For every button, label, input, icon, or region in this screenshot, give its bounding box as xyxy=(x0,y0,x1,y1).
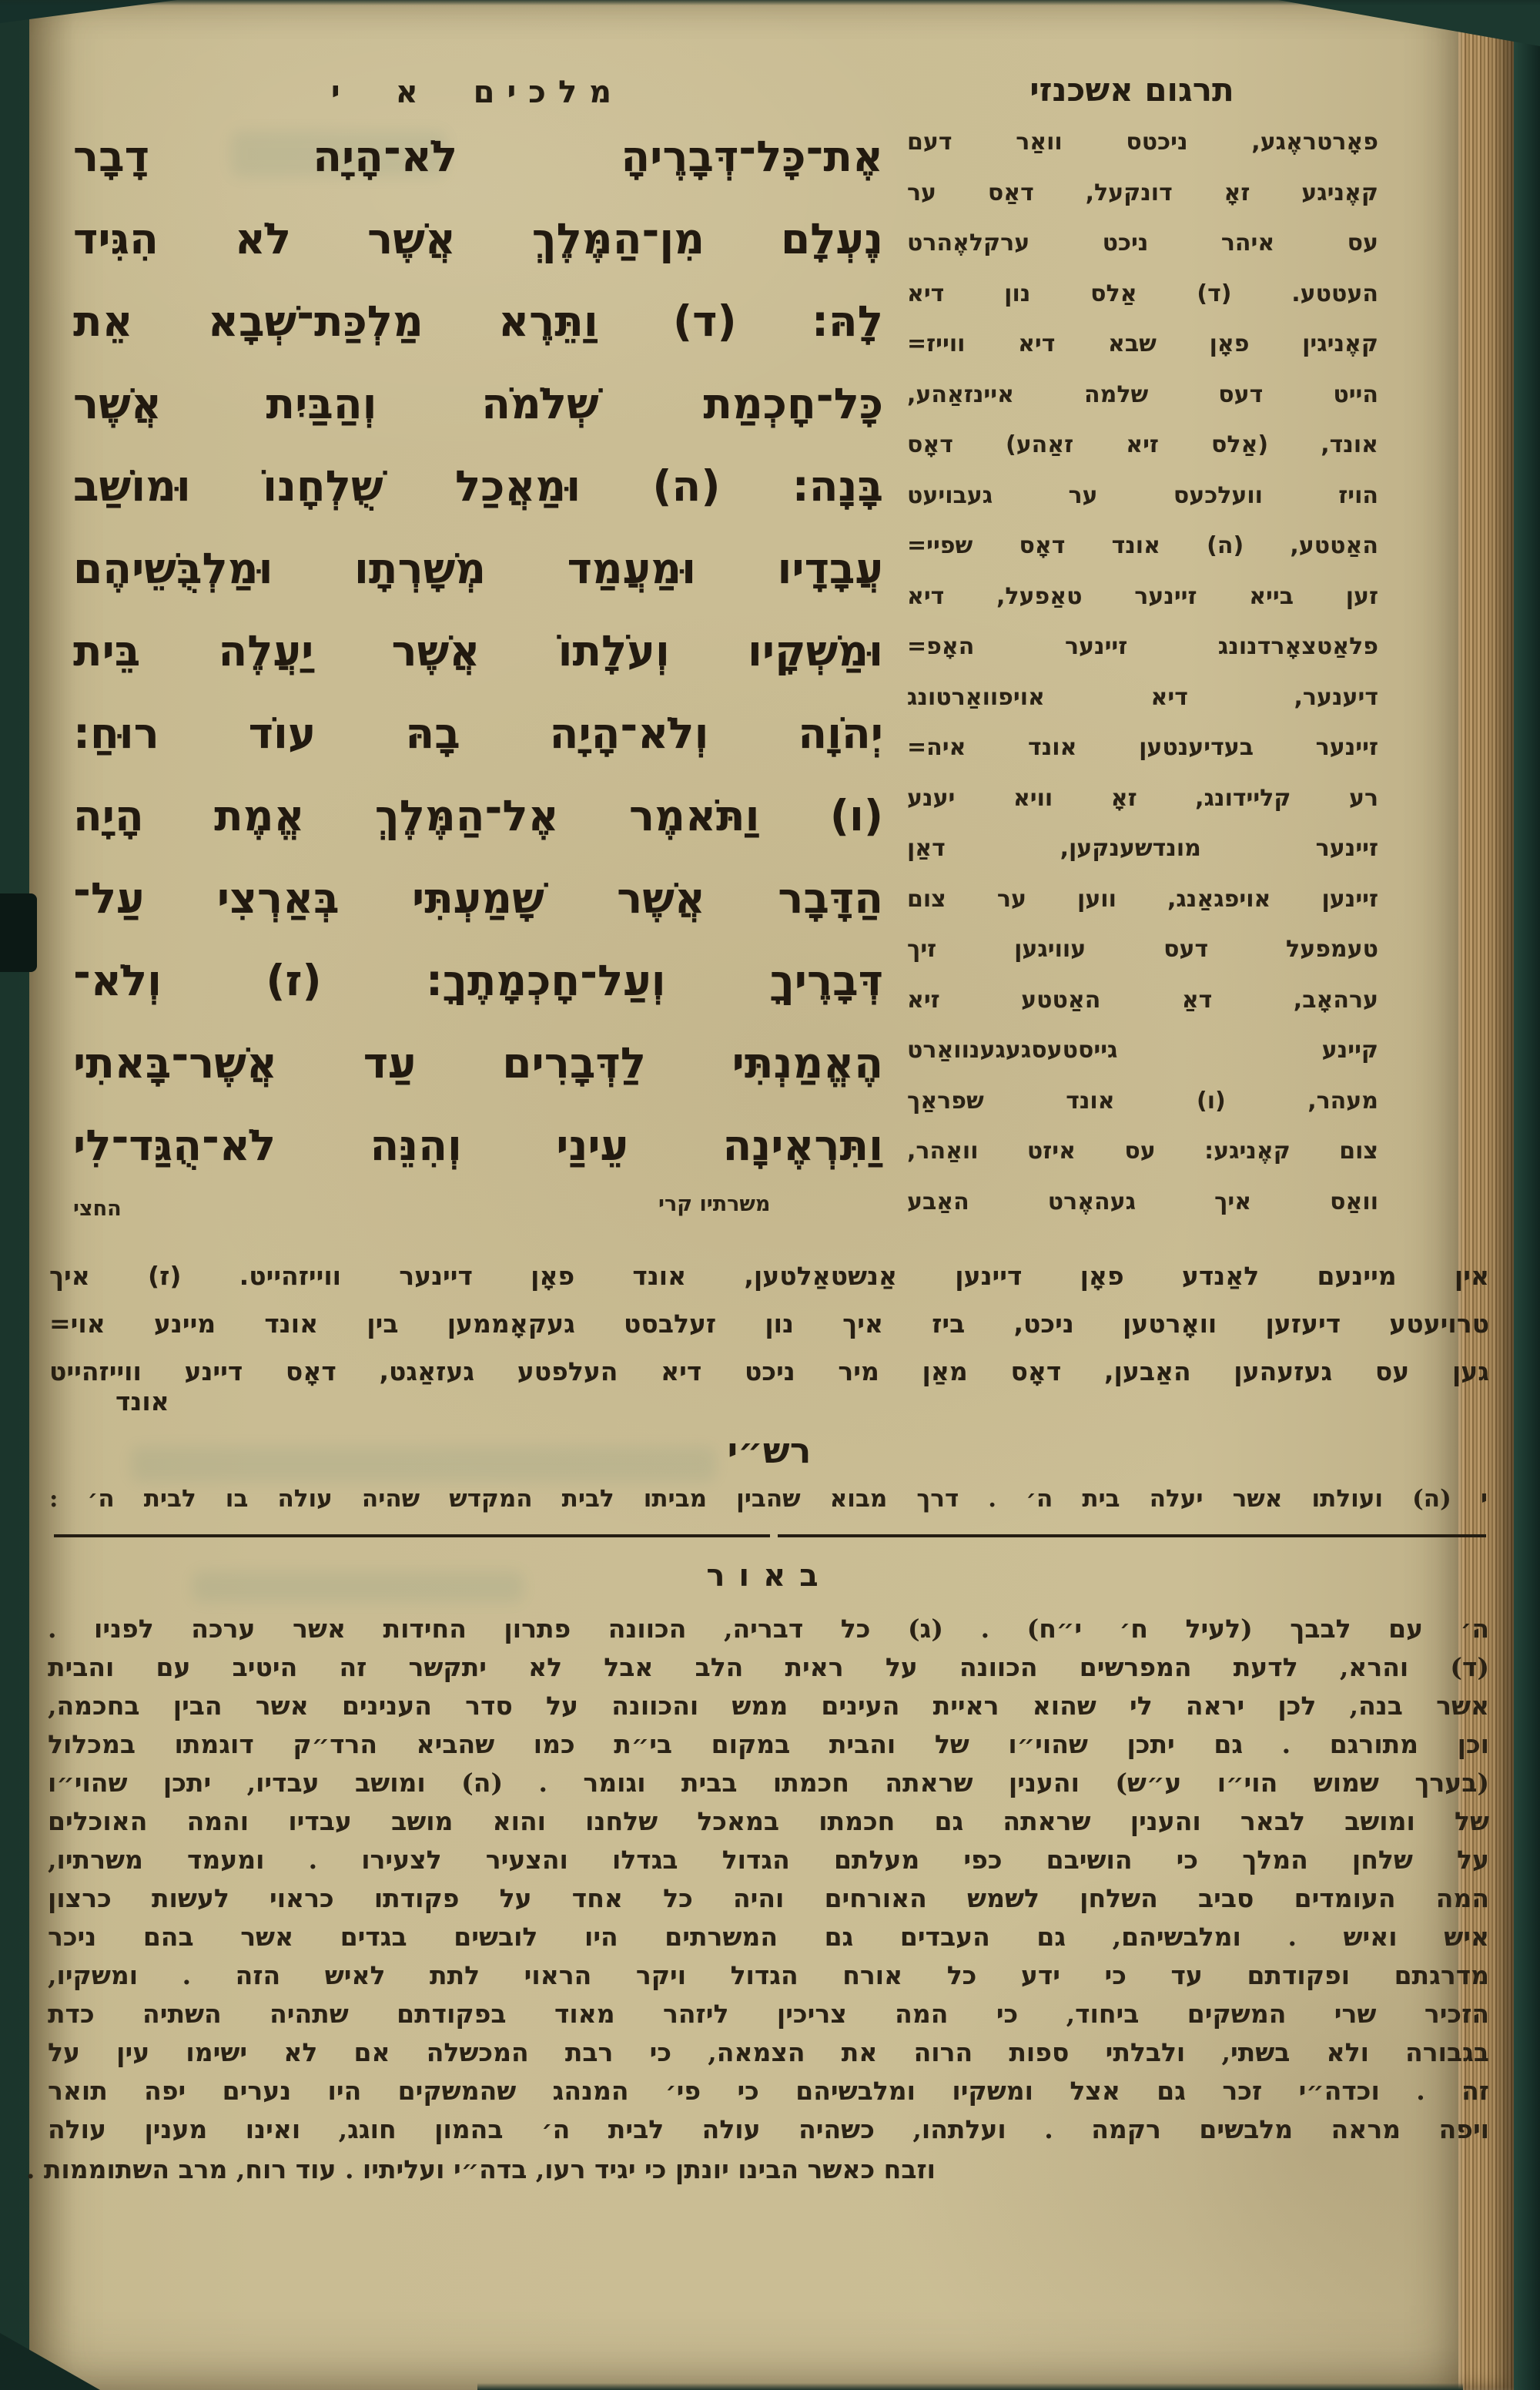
targum-continuation xyxy=(49,1252,1489,1396)
book-cover-right xyxy=(1514,0,1540,2390)
text-line: העטטע. (ד) אַלס נון דיא xyxy=(907,280,1378,307)
text-line: רע קליידונג, זאָ וויא יענע xyxy=(907,784,1378,812)
text-line: פאָרטראֶגע, ניכטס וואַר דעם xyxy=(907,129,1378,156)
text-line: וַתִּרְאֶינָה עֵינַי וְהִנֵּה לֹא־הֻגַּד־לִי xyxy=(73,1121,883,1170)
text-line: על שלחן המלך כי הושיבם כפי מעלתם הגדול בגדלו והצעיר לצעירו . ומעמד משרתיו, xyxy=(48,1845,1489,1875)
text-line: דיענער, דיא אויפוואַרטונג xyxy=(907,683,1378,711)
text-line: הַדָּבָר אֲשֶׁר שָׁמַעְתִּי בְּאַרְצִי עַל־ xyxy=(73,873,883,923)
page-header-targum-title: תרגום אשכנזי xyxy=(1029,71,1234,109)
text-line: בָּנָה: (ה) וּמַאֲכַל שֻׁלְחָנוֹ וּמוֹשַׁב xyxy=(73,461,883,511)
text-line: ה׳ עם לבבך (לעיל ח׳ י״ח) . (ג) כל דבריה, הכוונה פתרון החידות אשר ערכה לפניו . xyxy=(48,1614,1489,1644)
text-line: גען עס געזעהען האַבען, דאָס מאַן מיר ניכט דיא העלפטע געזאַגט, דאָס דיינע ווייזהייט xyxy=(49,1356,1489,1386)
text-line: וּמַשְׁקָיו וְעֹלָתוֹ אֲשֶׁר יַעֲלֶה בֵּית xyxy=(73,626,883,675)
biur-last-line: וזבח כאשר הבינו יונתן כי יגיד רעו, בדה״י ועליתיו . עוד רוח, מרב השתוממות . xyxy=(25,2154,936,2184)
text-line: נֶעְלָם מִן־הַמֶּלֶךְ אֲשֶׁר לֹא הִגִּיד xyxy=(73,214,883,263)
text-line: האַטטע, (ה) אונד דאָס שפיי= xyxy=(907,532,1378,559)
text-line: הזכיר שרי המשקים ביחוד, כי המה צריכין ליזהר מאוד בפקודתם שתהיה השתיה כדת xyxy=(48,1999,1489,2029)
bible-text-block xyxy=(73,116,883,1187)
targum-column xyxy=(907,117,1378,1227)
text-line: של ומושב לבאר והענין שראתה גם חכמתו במאכל שלחנו והוא מושב עבדיו והמה האוכלים xyxy=(48,1806,1489,1836)
binding-tab xyxy=(0,893,37,972)
text-line: הֶאֱמַנְתִּי לַדְּבָרִים עַד אֲשֶׁר־בָּאתִי xyxy=(73,1038,883,1088)
text-line: טרויעטע דיעזען וואָרטען ניכט, ביז איך נון זעלבסט געקאָממען בין אונד מיינע אוי= xyxy=(49,1309,1489,1339)
text-line: (ד) והרא, לדעת המפרשים הכוונה על ראית הלב אבל לא יתקשר זה היטיב עם והבית xyxy=(48,1652,1489,1682)
section-divider-rule xyxy=(54,1534,770,1537)
biur-section-title: באור xyxy=(706,1557,832,1594)
text-line: צום קאֶניגע: עס איזט וואַהר, xyxy=(907,1138,1378,1165)
text-line: קאֶניגע זאָ דונקעל, דאַס ער xyxy=(907,179,1378,206)
text-line: כָּל־חָכְמַת שְׁלֹמֹה וְהַבַּיִת אֲשֶׁר xyxy=(73,379,883,428)
text-line: ויפה מראה מלבשים רקמה . ועלתהו, כשהיה עולה לבית ה׳ בהמון חוגג, ואינו מענין עולה xyxy=(48,2114,1489,2144)
text-line: וואַס איך געהאֶרט האַבע xyxy=(907,1188,1378,1215)
text-line: הייט דעס שלמה איינזאַהע, xyxy=(907,380,1378,408)
text-line: זיינען אויפגאַנג, ווען ער צום xyxy=(907,885,1378,913)
text-line: (ו) וַתֹּאמֶר אֶל־הַמֶּלֶךְ אֱמֶת הָיָה xyxy=(73,791,883,840)
text-line: טעמפעל דעס עוויגען זיך xyxy=(907,936,1378,963)
text-line: אונד, (אַלס זיא זאַהע) דאָס xyxy=(907,431,1378,458)
text-line: לָהּ: (ד) וַתֵּרֶא מַלְכַּת־שְׁבָא אֵת xyxy=(73,297,883,346)
text-line: קאֶניגין פאָן שבא דיא ווייז= xyxy=(907,330,1378,357)
text-line: המה העומדים סביב השלחן לשמש האורחים והיה כל אחד על פקודתו כראוי לעשות כרצון xyxy=(48,1883,1489,1913)
text-line: איש ואיש . ומלבשיהם, גם העבדים גם המשרתים היו לובשים בגדים אשר בהם ניכר xyxy=(48,1922,1489,1952)
text-line: אין מיינעם לאַנדע פאָן דיינען אַנשטאַלטען, אונד פאָן דיינער ווייזהייט. (ז) איך xyxy=(49,1261,1489,1291)
rashi-section-title: רש״י xyxy=(727,1430,812,1471)
text-line: ערהאָב, דאַ האַטטע זיא xyxy=(907,986,1378,1014)
text-line: קיינע גייסטעסגעגענוואַרט xyxy=(907,1037,1378,1064)
text-line: אֶת־כָּל־דְּבָרֶיהָ לֹא־הָיָה דָבָר xyxy=(73,132,883,181)
text-line: אשר בנה, לכן יראה לי שהוא ראיית העינים ממש והכוונה על סדר הענינים אשר הבין בחכמה, xyxy=(48,1691,1489,1721)
text-line: מדרגתם ופקודתם עד כי ידע כל אורח הגדול ויקר הראוי לתת לאיש הזה . ומשקיו, xyxy=(48,1960,1489,1990)
text-line: עֲבָדָיו וּמַעֲמַד מְשָׁרְתָו וּמַלְבֻּשֵׁיהֶם xyxy=(73,544,883,593)
text-line: זיינער בעדיענטען אונד איה= xyxy=(907,734,1378,761)
top-edge-shadow xyxy=(0,0,1540,5)
text-line: פלאַטצאָרדנונג זיינער האָפ= xyxy=(907,633,1378,660)
page-header-book-title: מלכים א י xyxy=(330,74,624,110)
rashi-commentary-text: י (ה) ועולתו אשר יעלה בית ה׳ . דרך מבוא שהבין מביתו לבית המקדש שהיה עולה בו לבית ה׳ : xyxy=(49,1485,1488,1513)
text-line: בגבורה ולא בשתי, ולבלתי ספות הרוה את הצמאה, כי רבת המכשלה אם לא ישימו עין על xyxy=(48,2037,1489,2067)
qere-note: משרתיו קרי xyxy=(658,1192,771,1216)
text-line: מעהר, (ו) אונד שפראַך xyxy=(907,1087,1378,1115)
biur-commentary-block xyxy=(48,1610,1489,2149)
text-line: עס איהר ניכט ערקלאֶהרט xyxy=(907,230,1378,256)
text-line: (בערך שמוש הוי״ו ע״ש) והענין שראתה חכמתו בבית וגומר . (ה) ומושב עבדיו, יתכן שהוי״ו xyxy=(48,1768,1489,1798)
text-line: יְהֹוָה וְלֹא־הָיָה בָהּ עוֹד רוּחַ: xyxy=(73,709,883,758)
text-line: זה . וכדה״י זכר גם אצל ומשקיו ומלבשיהם כי פי׳ המנהג שהמשקים היו נערים יפה תואר xyxy=(48,2076,1489,2106)
book-halfway-note: החצי xyxy=(73,1197,122,1221)
text-line: הויז וועלכעס ער געבויעט xyxy=(907,481,1378,509)
text-line: זען בייא זיינער טאַפעל, דיא xyxy=(907,582,1378,610)
text-line: וכן מתורגם . גם יתכן שהוי״ו של והבית במקום בי״ת כמו שהביא הרד״ק דוגמתו במכלול xyxy=(48,1729,1489,1759)
text-line: דְּבָרֶיךָ וְעַל־חָכְמָתֶךָ: (ז) וְלֹא־ xyxy=(73,956,883,1005)
text-line: זיינער מונדשענקען, דאַן xyxy=(907,835,1378,862)
catchword: אונד xyxy=(116,1386,169,1416)
bottom-edge-shadow xyxy=(477,2383,1463,2390)
section-divider-rule xyxy=(778,1534,1486,1537)
